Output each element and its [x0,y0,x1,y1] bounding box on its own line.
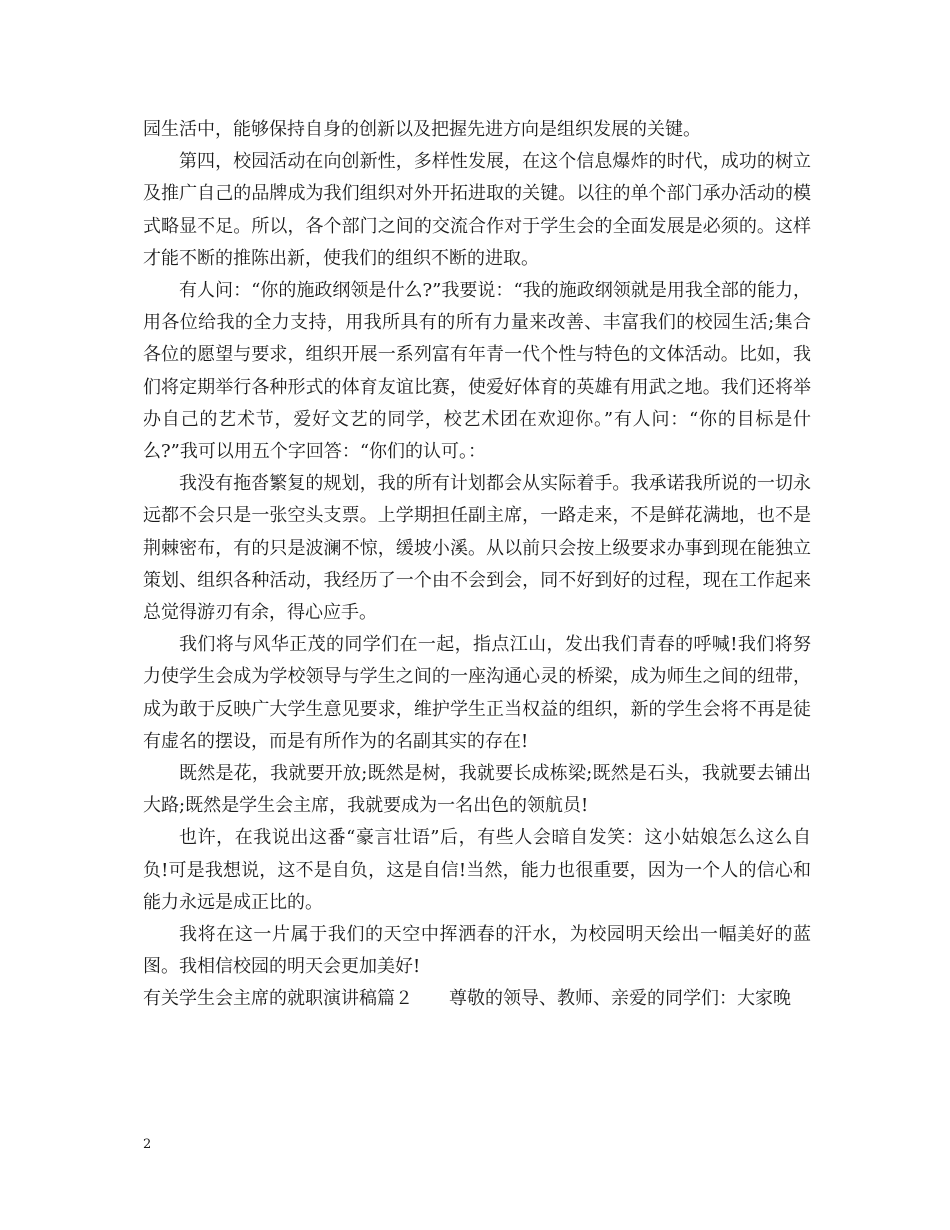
paragraph-4: 我没有拖沓繁复的规划，我的所有计划都会从实际着手。我承诺我所说的一切永远都不会只是一张空头支票。上学期担任副主席，一路走来，不是鲜花满地，也不是荆棘密布，有的只是波澜不惊，缓坡小溪。从以前只会按上级要求办事到现在能独立策划、组织各种活动，我经历了一个由不会到会，同不好到好的过程，现在工作起来总觉得游刃有余，得心应手。 [143,473,811,624]
paragraph-6: 既然是花，我就要开放;既然是树，我就要长成栋梁;既然是石头，我就要去铺出大路;既然是学生会主席，我就要成为一名出色的领航员! [143,763,811,817]
page-number: 2 [143,1137,152,1152]
paragraph-8: 我将在这一片属于我们的天空中挥洒春的汗水，为校园明天绘出一幅美好的蓝图。我相信校园的明天会更加美好! [143,924,811,978]
document-body [143,114,811,1016]
paragraph-5: 我们将与风华正茂的同学们在一起，指点江山，发出我们青春的呼喊!我们将努力使学生会成为学校领导与学生之间的一座沟通心灵的桥梁，成为师生之间的纽带，成为敢于反映广大学生意见要求，维护学生正当权益的组织，新的学生会将不再是徒有虚名的摆设，而是有所作为的名副其实的存在! [143,634,811,752]
paragraph-3: 有人问：“你的施政纲领是什么?”我要说：“我的施政纲领就是用我全部的能力，用各位给我的全力支持，用我所具有的所有力量来改善、丰富我们的校园生活;集合各位的愿望与要求，组织开展一系列富有年青一代个性与特色的文体活动。比如，我们将定期举行各种形式的体育友谊比赛，使爱好体育的英雄有用武之地。我们还将举办自己的艺术节，爱好文艺的同学，校艺术团在欢迎你。”有人问：“你的目标是什么?”我可以用五个字回答：“你们的认可。： [143,280,811,463]
paragraph-2: 第四，校园活动在向创新性，多样性发展，在这个信息爆炸的时代，成功的树立及推广自己的品牌成为我们组织对外开拓进取的关键。以往的单个部门承办活动的模式略显不足。所以，各个部门之间的交流合作对于学生会的全面发展是必须的。这样才能不断的推陈出新，使我们的组织不断的进取。 [143,151,811,269]
paragraph-7: 也许，在我说出这番“豪言壮语”后，有些人会暗自发笑：这小姑娘怎么这么自负!可是我想说，这不是自负，这是自信!当然，能力也很重要，因为一个人的信心和能力永远是成正比的。 [143,827,811,913]
paragraph-1: 园生活中，能够保持自身的创新以及把握先进方向是组织发展的关键。 [143,119,701,140]
section-heading-line: 有关学生会主席的就职演讲稿篇２ 尊敬的领导、教师、亲爱的同学们：大家晚 [143,988,791,1010]
